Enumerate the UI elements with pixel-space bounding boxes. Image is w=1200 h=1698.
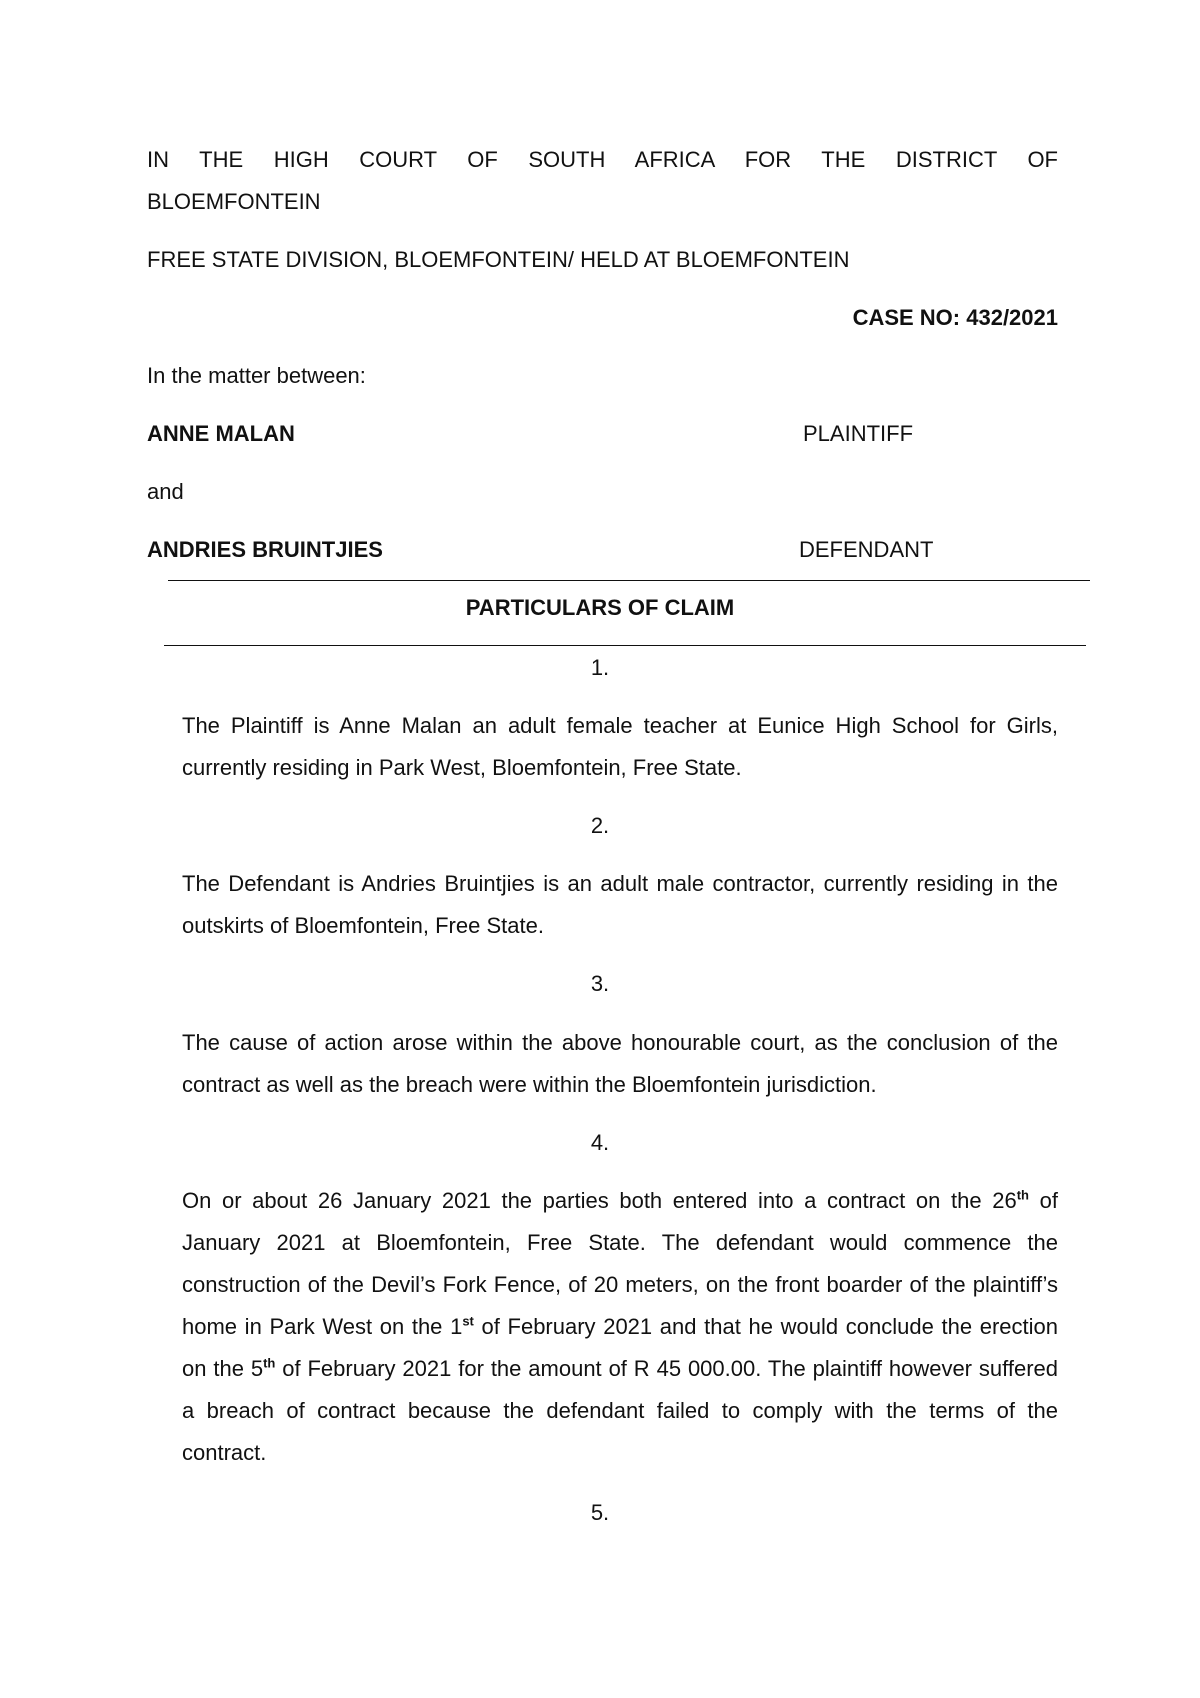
paragraph-number-4: 4. [590, 1130, 610, 1155]
paragraph-number-1: 1. [590, 655, 610, 680]
paragraph-3-text: The cause of action arose within the above honourable court, as the conclusion of the contract as well as the breach were within the Bloemfontein jurisdiction. [182, 1030, 1058, 1097]
court-division: FREE STATE DIVISION, BLOEMFONTEIN/ HELD AT BLOEMFONTEIN [147, 247, 850, 272]
paragraph-4-sup-3: th [263, 1355, 276, 1371]
paragraph-number-5: 5. [590, 1500, 610, 1525]
paragraph-4-part-d: of February 2021 for the amount of R 45 000.00. The plaintiff however suffered a breach of contract because the defendant failed to comply with the terms of the contract. [182, 1356, 1058, 1465]
particulars-heading: PARTICULARS OF CLAIM [465, 595, 735, 620]
paragraph-4-sup-1: th [1016, 1187, 1029, 1203]
matter-between-label: In the matter between: [147, 363, 366, 388]
defendant-name: ANDRIES BRUINTJIES [147, 537, 383, 562]
paragraph-2-text: The Defendant is Andries Bruintjies is an adult male contractor, currently residing in the outskirts of Bloemfontein, Free State. [182, 871, 1058, 938]
paragraph-4-part-c: of February 2021 and that he would conclude the erection on the 5 [182, 1314, 1058, 1381]
plaintiff-role: PLAINTIFF [803, 421, 914, 446]
paragraph-4-part-a: On or about 26 January 2021 the parties both entered into a contract on the 26 [182, 1188, 1017, 1213]
paragraph-4-sup-2: st [462, 1313, 474, 1329]
defendant-role: DEFENDANT [799, 537, 934, 562]
court-title-line1: IN THE HIGH COURT OF SOUTH AFRICA FOR THE DISTRICT OF [147, 147, 1058, 172]
paragraph-4-text [182, 1180, 1058, 1474]
plaintiff-name: ANNE MALAN [147, 421, 295, 446]
case-number: CASE NO: 432/2021 [852, 305, 1058, 330]
paragraph-4-part-b: of January 2021 at Bloemfontein, Free State. The defendant would commence the construction of the Devil’s Fork Fence, of 20 meters, on the front boarder of the plaintiff’s home in Park West on the 1 [182, 1188, 1058, 1339]
top-divider-rule [168, 580, 1090, 581]
paragraph-1-text: The Plaintiff is Anne Malan an adult female teacher at Eunice High School for Girls, currently residing in Park West, Bloemfontein, Free State. [182, 713, 1058, 780]
court-title-line2: BLOEMFONTEIN [147, 189, 321, 214]
paragraph-number-3: 3. [590, 971, 610, 996]
bottom-divider-rule [164, 645, 1086, 646]
and-label: and [147, 479, 184, 504]
paragraph-number-2: 2. [590, 813, 610, 838]
